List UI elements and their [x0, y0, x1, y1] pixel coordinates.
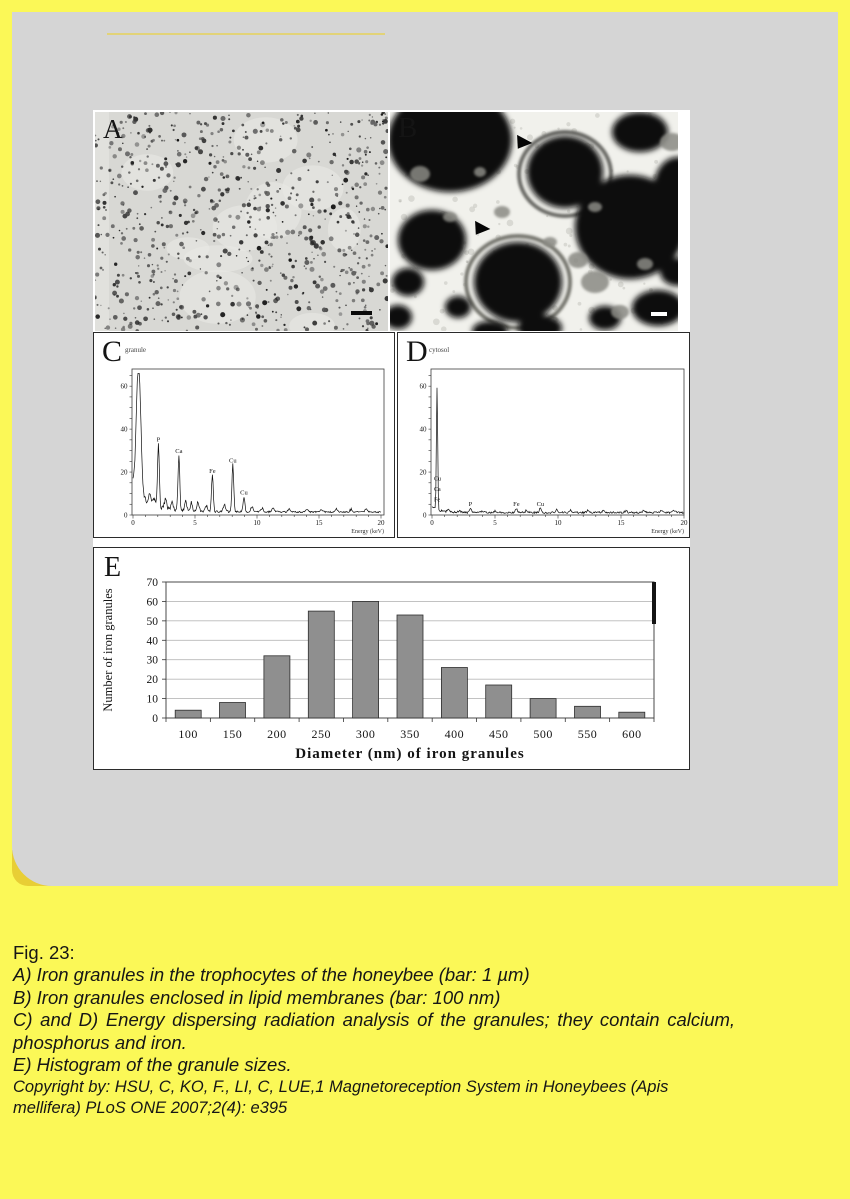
svg-text:40: 40	[146, 635, 158, 648]
svg-text:Ca: Ca	[434, 486, 441, 493]
svg-text:Fe: Fe	[434, 497, 440, 504]
iron-granules-micrograph	[95, 112, 388, 331]
caption-line-cd2: phosphorus and iron.	[13, 1031, 187, 1053]
histogram-bar	[175, 710, 201, 718]
edx-spectrum-granule	[94, 333, 394, 537]
svg-text:5: 5	[193, 519, 197, 527]
svg-text:600: 600	[622, 727, 642, 741]
panel-a-label: A	[103, 114, 123, 144]
panel-e-histogram	[93, 547, 690, 770]
caption-line-e: E) Histogram of the granule sizes.	[13, 1054, 292, 1075]
svg-text:60: 60	[146, 596, 158, 609]
histogram-bar	[397, 615, 423, 718]
svg-text:0: 0	[430, 519, 434, 527]
figure-23	[93, 110, 690, 770]
histogram-bar	[264, 656, 290, 718]
svg-text:5: 5	[493, 519, 497, 527]
svg-text:Ca: Ca	[175, 448, 183, 456]
svg-text:Cu: Cu	[434, 476, 442, 483]
svg-text:20: 20	[120, 468, 128, 477]
svg-text:Diameter (nm) of iron granules: Diameter (nm) of iron granules	[295, 746, 525, 762]
caption-title: Fig. 23:	[13, 942, 75, 963]
svg-text:Fe: Fe	[209, 468, 216, 476]
svg-text:15: 15	[617, 519, 625, 527]
svg-text:0: 0	[124, 511, 128, 520]
svg-text:70: 70	[146, 577, 158, 589]
svg-text:150: 150	[222, 727, 243, 741]
panel-c-label: C	[102, 335, 123, 368]
granule-size-histogram	[94, 548, 689, 769]
svg-text:20: 20	[419, 468, 427, 477]
svg-text:20: 20	[377, 519, 385, 527]
svg-text:Energy (keV): Energy (keV)	[651, 529, 684, 535]
svg-text:300: 300	[355, 727, 376, 741]
figure-caption	[13, 941, 837, 1119]
caption-line-a: A) Iron granules in the trophocytes of the honeybee (bar: 1 µm)	[13, 964, 530, 985]
panel-d-label: D	[406, 335, 428, 368]
scale-bar-b	[651, 312, 667, 316]
svg-text:P: P	[156, 436, 161, 444]
svg-text:Number of iron granules: Number of iron granules	[101, 588, 115, 712]
svg-text:500: 500	[533, 727, 553, 741]
svg-text:60: 60	[419, 382, 427, 391]
svg-text:60: 60	[120, 382, 128, 391]
svg-text:Cu: Cu	[240, 489, 248, 497]
svg-text:P: P	[468, 501, 473, 509]
svg-text:550: 550	[577, 727, 598, 741]
panel-c-sublabel: granule	[125, 346, 146, 354]
panel-c-spectrum	[93, 332, 395, 538]
panel-e-label: E	[104, 552, 122, 583]
caption-copyright-1: Copyright by: HSU, C, KO, F., LI, C, LUE,1 Magnetoreception System in Honeybees (Apis	[13, 1077, 669, 1096]
histogram-bar	[486, 685, 512, 718]
svg-text:0: 0	[131, 519, 135, 527]
svg-text:50: 50	[146, 615, 158, 628]
svg-text:450: 450	[488, 727, 509, 741]
svg-text:Fe: Fe	[513, 501, 520, 509]
svg-text:0: 0	[152, 713, 158, 725]
svg-text:40: 40	[120, 425, 128, 434]
lipid-membrane-micrograph	[390, 112, 678, 331]
histogram-bar	[575, 706, 601, 718]
svg-text:Energy (keV): Energy (keV)	[351, 529, 384, 535]
svg-text:20: 20	[146, 674, 158, 687]
scale-bar-a	[351, 311, 372, 315]
svg-text:40: 40	[419, 425, 427, 434]
panel-b-label: B	[398, 112, 418, 144]
svg-text:Cu: Cu	[229, 457, 237, 465]
histogram-bar	[619, 712, 645, 718]
decorative-hairline	[107, 33, 385, 35]
svg-text:200: 200	[267, 727, 287, 741]
svg-text:20: 20	[680, 519, 688, 527]
svg-text:10: 10	[253, 519, 261, 527]
histogram-bar	[353, 601, 379, 718]
caption-copyright-2: mellifera) PLoS ONE 2007;2(4): e395	[13, 1098, 288, 1117]
histogram-bar	[441, 668, 467, 719]
edx-spectrum-cytosol	[398, 333, 689, 537]
panel-a-micrograph	[95, 112, 388, 331]
histogram-bar	[530, 699, 556, 718]
svg-text:15: 15	[315, 519, 323, 527]
histogram-bar	[308, 611, 334, 718]
svg-text:0: 0	[423, 511, 427, 520]
histogram-bar	[220, 703, 246, 719]
svg-text:100: 100	[178, 727, 198, 741]
svg-text:350: 350	[400, 727, 420, 741]
svg-text:10: 10	[146, 693, 158, 706]
caption-line-b: B) Iron granules enclosed in lipid membranes (bar: 100 nm)	[13, 986, 501, 1008]
svg-text:Cu: Cu	[536, 501, 545, 509]
panel-b-micrograph	[390, 112, 678, 331]
caption-line-cd: C) and D) Energy dispersing radiation analysis of the granules; they contain calcium,	[13, 1009, 736, 1030]
svg-text:250: 250	[311, 727, 332, 741]
panel-d-sublabel: cytosol	[429, 346, 450, 354]
svg-text:30: 30	[146, 654, 158, 667]
panel-d-spectrum	[397, 332, 690, 538]
svg-text:10: 10	[554, 519, 562, 527]
svg-text:400: 400	[444, 727, 465, 741]
